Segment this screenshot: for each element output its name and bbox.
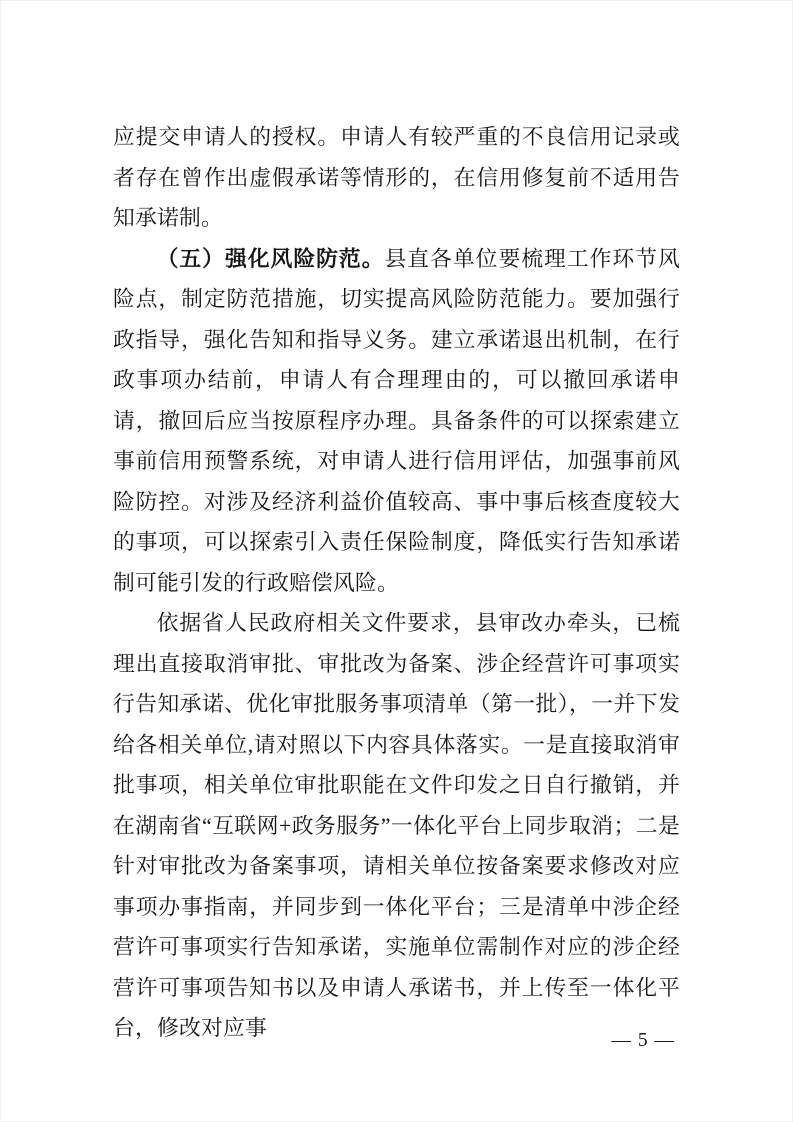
paragraph [113,239,680,604]
paragraph [113,117,680,239]
paragraph [113,603,680,1049]
paragraph-text: 依据省人民政府相关文件要求，县审改办牵头，已梳理出直接取消审批、审批改为备案、涉企经营许可事项实行告知承诺、优化审批服务事项清单（第一批），一并下发给各相关单位,请对照以下内容具体落实。一是直接取消审批事项，相关单位审批职能在文件印发之日自行撤销，并在湖南省“互联网+政务服务”一体化平台上同步取消；二是针对审批改为备案事项，请相关单位按备案要求修改对应事项办事指南，并同步到一体化平台；三是清单中涉企经营许可事项实行告知承诺，实施单位需制作对应的涉企经营许可事项告知书以及申请人承诺书，并上传至一体化平台，修改对应事 [113,611,680,1040]
document-body [113,117,680,1049]
paragraph-text: 应提交申请人的授权。申请人有较严重的不良信用记录或者存在曾作出虚假承诺等情形的，在信用修复前不适用告知承诺制。 [113,125,680,230]
page-number: — 5 — [611,1030,675,1051]
paragraph-text: 县直各单位要梳理工作环节风险点，制定防范措施，切实提高风险防范能力。要加强行政指导，强化告知和指导义务。建立承诺退出机制，在行政事项办结前，申请人有合理理由的，可以撤回承诺申请，撤回后应当按原程序办理。具备条件的可以探索建立事前信用预警系统，对申请人进行信用评估，加强事前风险防控。对涉及经济利益价值较高、事中事后核查度较大的事项，可以探索引入责任保险制度，降低实行告知承诺制可能引发的行政赔偿风险。 [113,246,680,595]
paragraph-lead-bold: （五）强化风险防范。 [156,246,385,271]
